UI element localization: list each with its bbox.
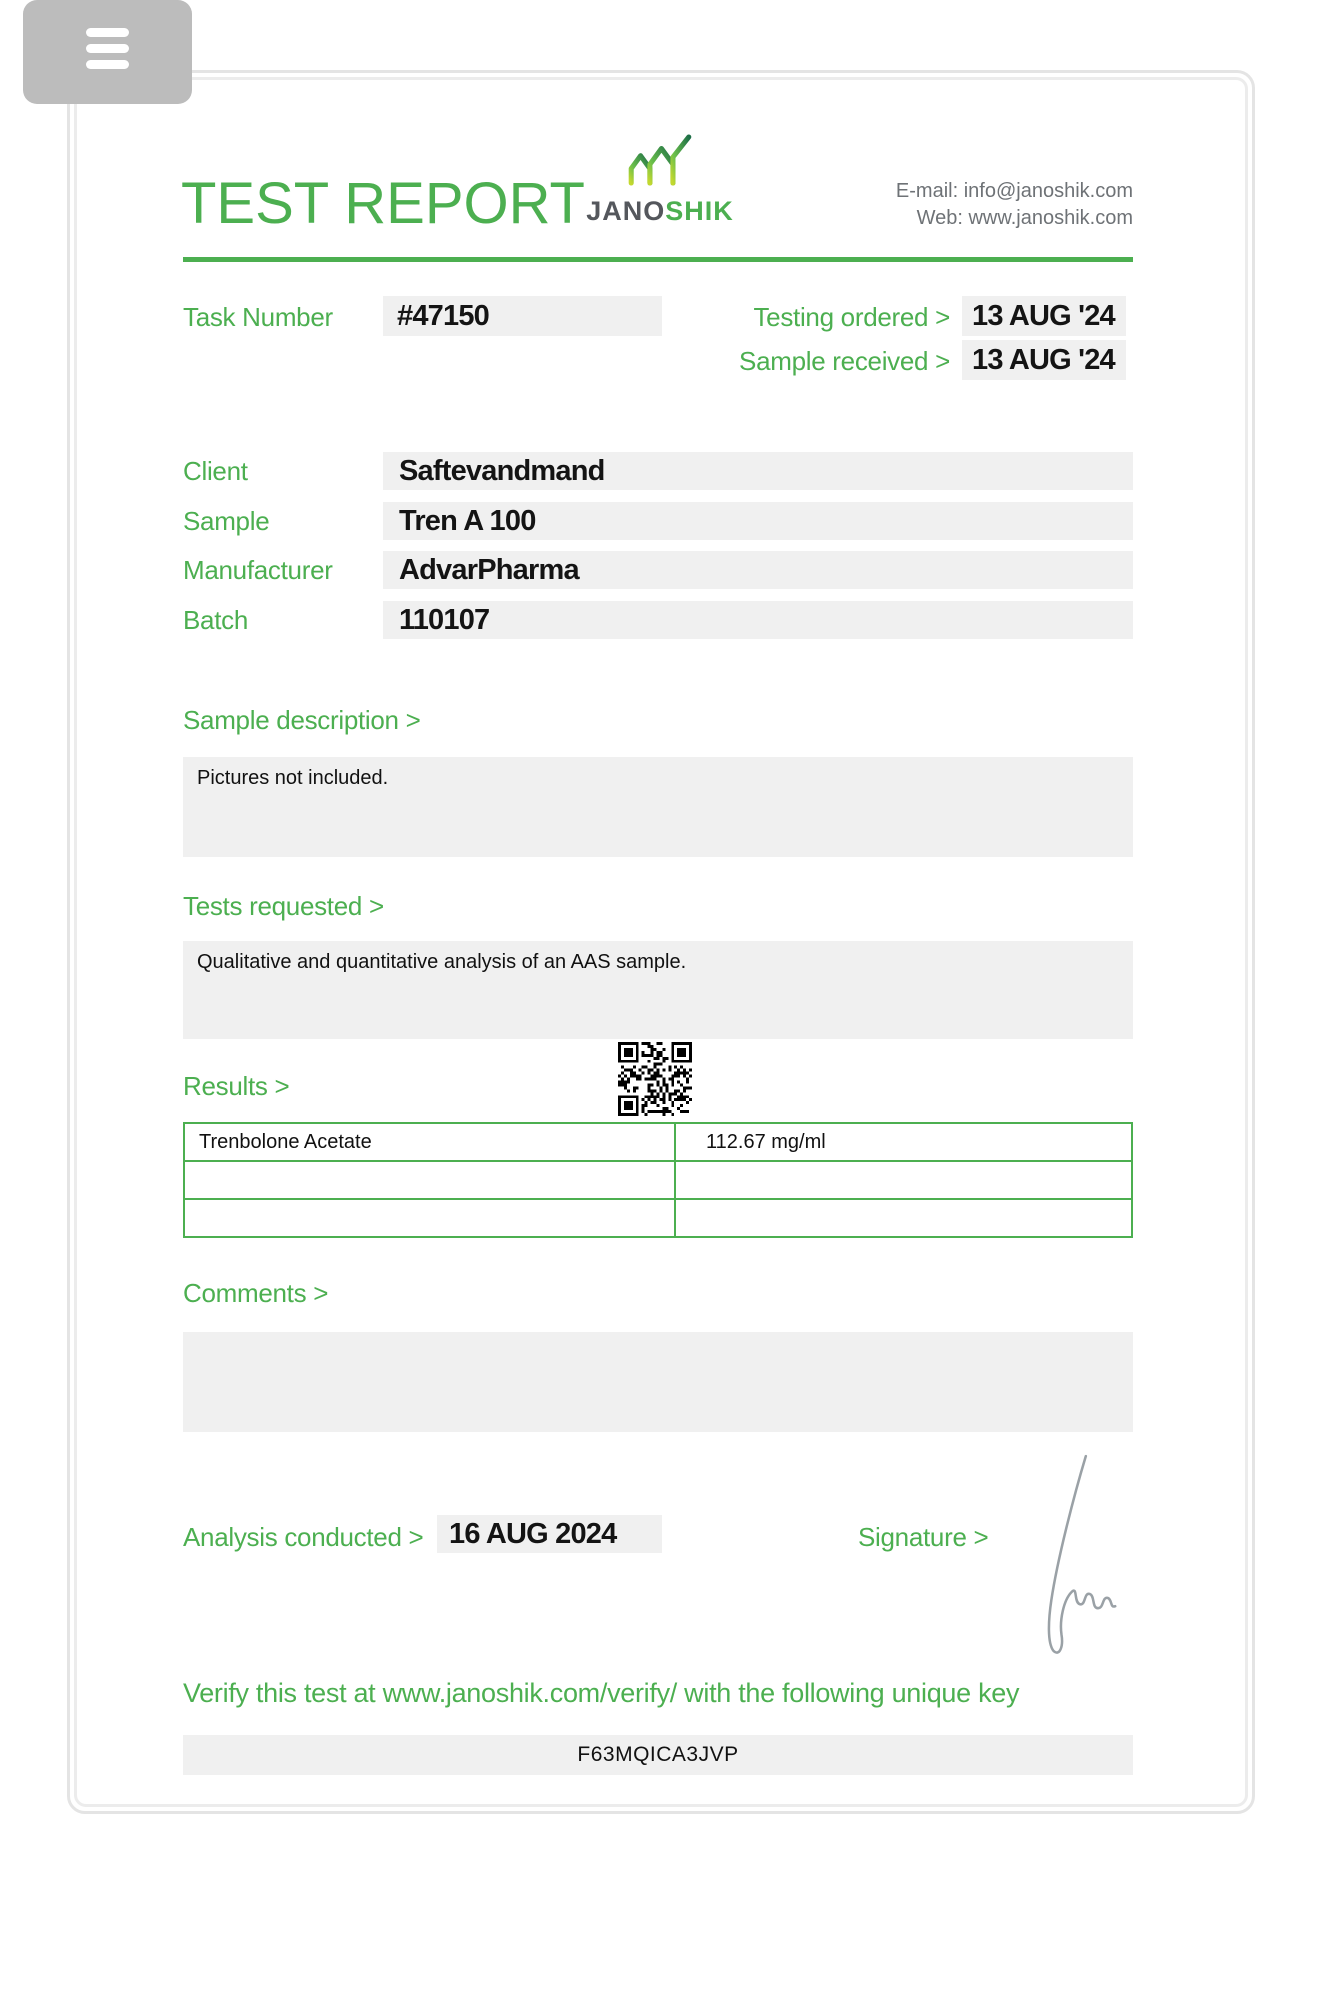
hamburger-icon [86, 28, 129, 69]
verify-key: F63MQICA3JVP [183, 1735, 1133, 1775]
client-label: Client [183, 456, 248, 486]
web-value: www.janoshik.com [968, 207, 1133, 229]
result-cell: 112.67 mg/ml [675, 1123, 1132, 1161]
analyte-cell [184, 1199, 675, 1237]
testing-ordered-label: Testing ordered > [753, 302, 950, 332]
signature-scribble [1005, 1448, 1120, 1666]
logo-text-shik: SHIK [665, 196, 734, 226]
result-cell [675, 1199, 1132, 1237]
email-line [896, 178, 1133, 205]
email-value: info@janoshik.com [963, 180, 1133, 202]
verify-instruction: Verify this test at www.janoshik.com/verify/ with the following unique key [183, 1678, 1020, 1708]
sample-value: Tren A 100 [383, 502, 1133, 540]
menu-button[interactable] [23, 0, 192, 104]
web-line [896, 205, 1133, 232]
tests-requested-heading: Tests requested > [183, 891, 384, 921]
sample-received-label: Sample received > [739, 346, 950, 376]
table-row [184, 1199, 1132, 1237]
batch-value: 110107 [383, 601, 1133, 639]
email-label: E-mail: [895, 180, 959, 202]
header-divider [183, 257, 1133, 262]
task-number-value: #47150 [383, 296, 662, 336]
comments-heading: Comments > [183, 1278, 329, 1308]
client-value: Saftevandmand [383, 452, 1133, 490]
testing-ordered-value: 13 AUG '24 [962, 296, 1126, 336]
result-cell [675, 1161, 1132, 1199]
analyte-cell [184, 1161, 675, 1199]
contact-info [896, 178, 1133, 232]
comments-box [183, 1332, 1133, 1432]
table-row [184, 1161, 1132, 1199]
analysis-conducted-value: 16 AUG 2024 [437, 1515, 662, 1553]
qr-code [618, 1042, 692, 1116]
batch-label: Batch [183, 605, 248, 635]
report-title: TEST REPORT [181, 171, 585, 236]
web-label: Web: [916, 207, 963, 229]
sample-received-value: 13 AUG '24 [962, 340, 1126, 380]
signature-label: Signature > [858, 1522, 989, 1552]
results-table [183, 1122, 1133, 1238]
chart-peaks-icon [624, 128, 696, 192]
logo [570, 128, 750, 227]
sample-description-heading: Sample description > [183, 705, 421, 735]
logo-text-jano: JANO [586, 196, 666, 226]
sample-label: Sample [183, 506, 270, 536]
task-number-label: Task Number [183, 302, 333, 332]
analyte-cell: Trenbolone Acetate [184, 1123, 675, 1161]
sample-description-box: Pictures not included. [183, 757, 1133, 857]
tests-requested-box: Qualitative and quantitative analysis of an AAS sample. [183, 941, 1133, 1039]
logo-wordmark [586, 196, 734, 227]
manufacturer-label: Manufacturer [183, 555, 333, 585]
manufacturer-value: AdvarPharma [383, 551, 1133, 589]
results-heading: Results > [183, 1071, 290, 1101]
table-row [184, 1123, 1132, 1161]
analysis-conducted-label: Analysis conducted > [183, 1522, 424, 1552]
